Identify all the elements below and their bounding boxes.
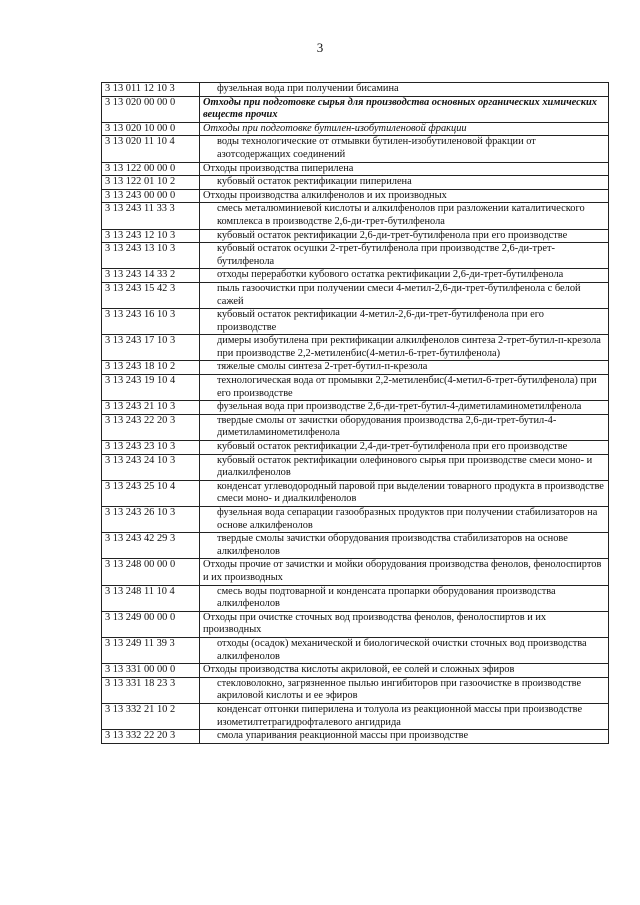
waste-code: 3 13 243 16 10 3: [102, 309, 200, 335]
waste-description-cell: [200, 401, 609, 415]
waste-description: конденсат углеводородный паровой при выделении товарного продукта в производстве смеси моно- и диалкилфенолов: [217, 480, 604, 505]
page-number: 3: [316, 40, 324, 55]
waste-code: 3 13 011 12 10 3: [102, 83, 200, 97]
waste-description-cell: [200, 229, 609, 243]
waste-code: 3 13 243 00 00 0: [102, 189, 200, 203]
waste-description: смола упаривания реакционной массы при производстве: [217, 730, 469, 742]
waste-description: смесь воды подтоварной и конденсата пропарки оборудования производства алкилфенолов: [217, 585, 556, 610]
waste-code: 3 13 243 11 33 3: [102, 203, 200, 229]
table-row: [102, 83, 609, 97]
waste-description-cell: [200, 176, 609, 190]
waste-description: твердые смолы зачистки оборудования производства стабилизаторов на основе алкилфенолов: [217, 533, 568, 557]
waste-code: 3 13 331 18 23 3: [102, 677, 200, 703]
waste-description: кубовый остаток ректификации 2,6-ди-трет-бутилфенола при его производстве: [217, 229, 568, 241]
waste-code: 3 13 020 10 00 0: [102, 122, 200, 136]
waste-description-cell: [200, 637, 609, 663]
table-row: [102, 664, 609, 678]
waste-description-cell: [200, 414, 609, 440]
waste-code: 3 13 249 11 39 3: [102, 637, 200, 663]
waste-description-cell: [200, 533, 609, 559]
waste-description: воды технологические от отмывки бутилен-изобутиленовой фракции от азотсодержащих соединений: [217, 136, 536, 160]
waste-description: Отходы при подготовке сырья для производства основных органических химических веществ прочих: [203, 96, 597, 121]
waste-code: 3 13 332 22 20 3: [102, 730, 200, 744]
waste-code: 3 13 243 19 10 4: [102, 375, 200, 401]
waste-code: 3 13 243 13 10 3: [102, 243, 200, 269]
waste-description: технологическая вода от промывки 2,2-метиленбис(4-метил-6-трет-бутилфенола) при его производстве: [217, 375, 597, 399]
waste-description: Отходы производства пиперилена: [203, 162, 354, 174]
waste-description-cell: [200, 677, 609, 703]
waste-description: стекловолокно, загрязненное пылью ингибиторов при газоочистке в производстве акриловой кислоты и ее эфиров: [217, 677, 582, 702]
waste-code: 3 13 331 00 00 0: [102, 664, 200, 678]
waste-description-cell: [200, 309, 609, 335]
waste-description-cell: [200, 162, 609, 176]
waste-code: 3 13 243 21 10 3: [102, 401, 200, 415]
waste-description: Отходы при очистке сточных вод производства фенолов, фенолоспиртов и их производных: [203, 611, 547, 636]
waste-description-cell: [200, 559, 609, 585]
waste-description-cell: [200, 335, 609, 361]
waste-code: 3 13 243 14 33 2: [102, 269, 200, 283]
waste-description-cell: [200, 361, 609, 375]
table-row: [102, 414, 609, 440]
table-row: [102, 677, 609, 703]
waste-code: 3 13 243 12 10 3: [102, 229, 200, 243]
waste-code: 3 13 243 26 10 3: [102, 507, 200, 533]
waste-description-cell: [200, 375, 609, 401]
waste-description-cell: [200, 83, 609, 97]
waste-description-cell: [200, 507, 609, 533]
table-row: [102, 309, 609, 335]
waste-description: фузельная вода при получении бисамина: [217, 83, 399, 94]
waste-description: пыль газоочистки при получении смеси 4-метил-2,6-ди-трет-бутилфенола с белой сажей: [217, 282, 581, 307]
waste-code: 3 13 332 21 10 2: [102, 703, 200, 729]
table-row: [102, 269, 609, 283]
waste-description-cell: [200, 243, 609, 269]
waste-code: 3 13 243 23 10 3: [102, 441, 200, 455]
waste-code: 3 13 243 42 29 3: [102, 533, 200, 559]
table-row: [102, 243, 609, 269]
waste-code: 3 13 243 17 10 3: [102, 335, 200, 361]
table-row: [102, 730, 609, 744]
waste-description: конденсат отгонки пиперилена и толуола из реакционной массы при производстве изометилтетрагидрофталевого ангидрида: [217, 703, 583, 728]
waste-code: 3 13 243 24 10 3: [102, 454, 200, 480]
waste-description: Отходы при подготовке бутилен-изобутиленовой фракции: [203, 122, 467, 134]
table-row: [102, 176, 609, 190]
waste-description-cell: [200, 585, 609, 611]
waste-description: Отходы производства кислоты акриловой, ее солей и сложных эфиров: [203, 664, 515, 676]
waste-code: 3 13 243 22 20 3: [102, 414, 200, 440]
waste-description: тяжелые смолы синтеза 2-трет-бутил-п-крезола: [217, 361, 428, 373]
table-row: [102, 162, 609, 176]
table-row: [102, 611, 609, 637]
table-row: [102, 480, 609, 506]
waste-description: фузельная вода при производстве 2,6-ди-трет-бутил-4-диметиламинометилфенола: [217, 401, 582, 413]
waste-description-cell: [200, 122, 609, 136]
table-row: [102, 282, 609, 308]
waste-description: кубовый остаток ректификации 4-метил-2,6-ди-трет-бутилфенола при его производстве: [217, 309, 544, 333]
table-row: [102, 203, 609, 229]
table-row: [102, 703, 609, 729]
waste-description-cell: [200, 664, 609, 678]
waste-code: 3 13 122 01 10 2: [102, 176, 200, 190]
waste-description-cell: [200, 282, 609, 308]
waste-description-cell: [200, 730, 609, 744]
waste-code: 3 13 243 25 10 4: [102, 480, 200, 506]
table-row: [102, 96, 609, 122]
table-row: [102, 441, 609, 455]
waste-description: кубовый остаток осушки 2-трет-бутилфенола при производстве 2,6-ди-трет-бутилфенола: [217, 243, 555, 267]
table-row: [102, 401, 609, 415]
table-row: [102, 136, 609, 162]
table-row: [102, 507, 609, 533]
waste-description-cell: [200, 441, 609, 455]
waste-code: 3 13 249 00 00 0: [102, 611, 200, 637]
waste-description-cell: [200, 454, 609, 480]
waste-description: Отходы прочие от зачистки и мойки оборудования производства фенолов, фенолоспиртов и их производных: [203, 559, 602, 583]
waste-code: 3 13 020 00 00 0: [102, 96, 200, 122]
waste-description: Отходы производства алкилфенолов и их производных: [203, 189, 447, 201]
waste-code: 3 13 248 00 00 0: [102, 559, 200, 585]
waste-description: кубовый остаток ректификации олефинового сырья при производстве смеси моно- и диалкилфенолов: [217, 454, 593, 479]
table-row: [102, 375, 609, 401]
waste-description-cell: [200, 96, 609, 122]
waste-description-cell: [200, 269, 609, 283]
waste-description: кубовый остаток ректификации пиперилена: [217, 176, 412, 188]
waste-description-cell: [200, 136, 609, 162]
waste-description: отходы (осадок) механической и биологической очистки сточных вод производства алкилфенолов: [217, 637, 587, 662]
waste-description-cell: [200, 611, 609, 637]
waste-code: 3 13 243 15 42 3: [102, 282, 200, 308]
waste-description: кубовый остаток ректификации 2,4-ди-трет-бутилфенола при его производстве: [217, 441, 568, 453]
waste-codes-table: [101, 82, 609, 744]
table-row: [102, 637, 609, 663]
waste-description: фузельная вода сепарации газообразных продуктов при получении стабилизаторов на основе алкилфенолов: [217, 507, 598, 531]
waste-code: 3 13 243 18 10 2: [102, 361, 200, 375]
table-row: [102, 533, 609, 559]
waste-description: отходы переработки кубового остатка ректификации 2,6-ди-трет-бутилфенола: [217, 269, 564, 281]
waste-description: димеры изобутилена при ректификации алкилфенолов синтеза 2-трет-бутил-п-крезола при производстве 2,2-метиленбис(4-метил-6-трет-бутилфенола): [217, 335, 601, 359]
waste-description-cell: [200, 480, 609, 506]
waste-code: 3 13 248 11 10 4: [102, 585, 200, 611]
table-row: [102, 229, 609, 243]
table-row: [102, 559, 609, 585]
waste-description: твердые смолы от зачистки оборудования производства 2,6-ди-трет-бутил-4-диметиламинометилфенола: [217, 414, 557, 439]
waste-description-cell: [200, 203, 609, 229]
waste-description-cell: [200, 703, 609, 729]
waste-code: 3 13 020 11 10 4: [102, 136, 200, 162]
table-row: [102, 454, 609, 480]
table-row: [102, 335, 609, 361]
table-row: [102, 189, 609, 203]
waste-code: 3 13 122 00 00 0: [102, 162, 200, 176]
waste-description: смесь металюминиевой кислоты и алкилфенолов при разложении каталитического комплекса в производстве 2,6-ди-трет-бутилфенола: [217, 203, 585, 227]
table-row: [102, 122, 609, 136]
table-row: [102, 361, 609, 375]
table-row: [102, 585, 609, 611]
waste-description-cell: [200, 189, 609, 203]
